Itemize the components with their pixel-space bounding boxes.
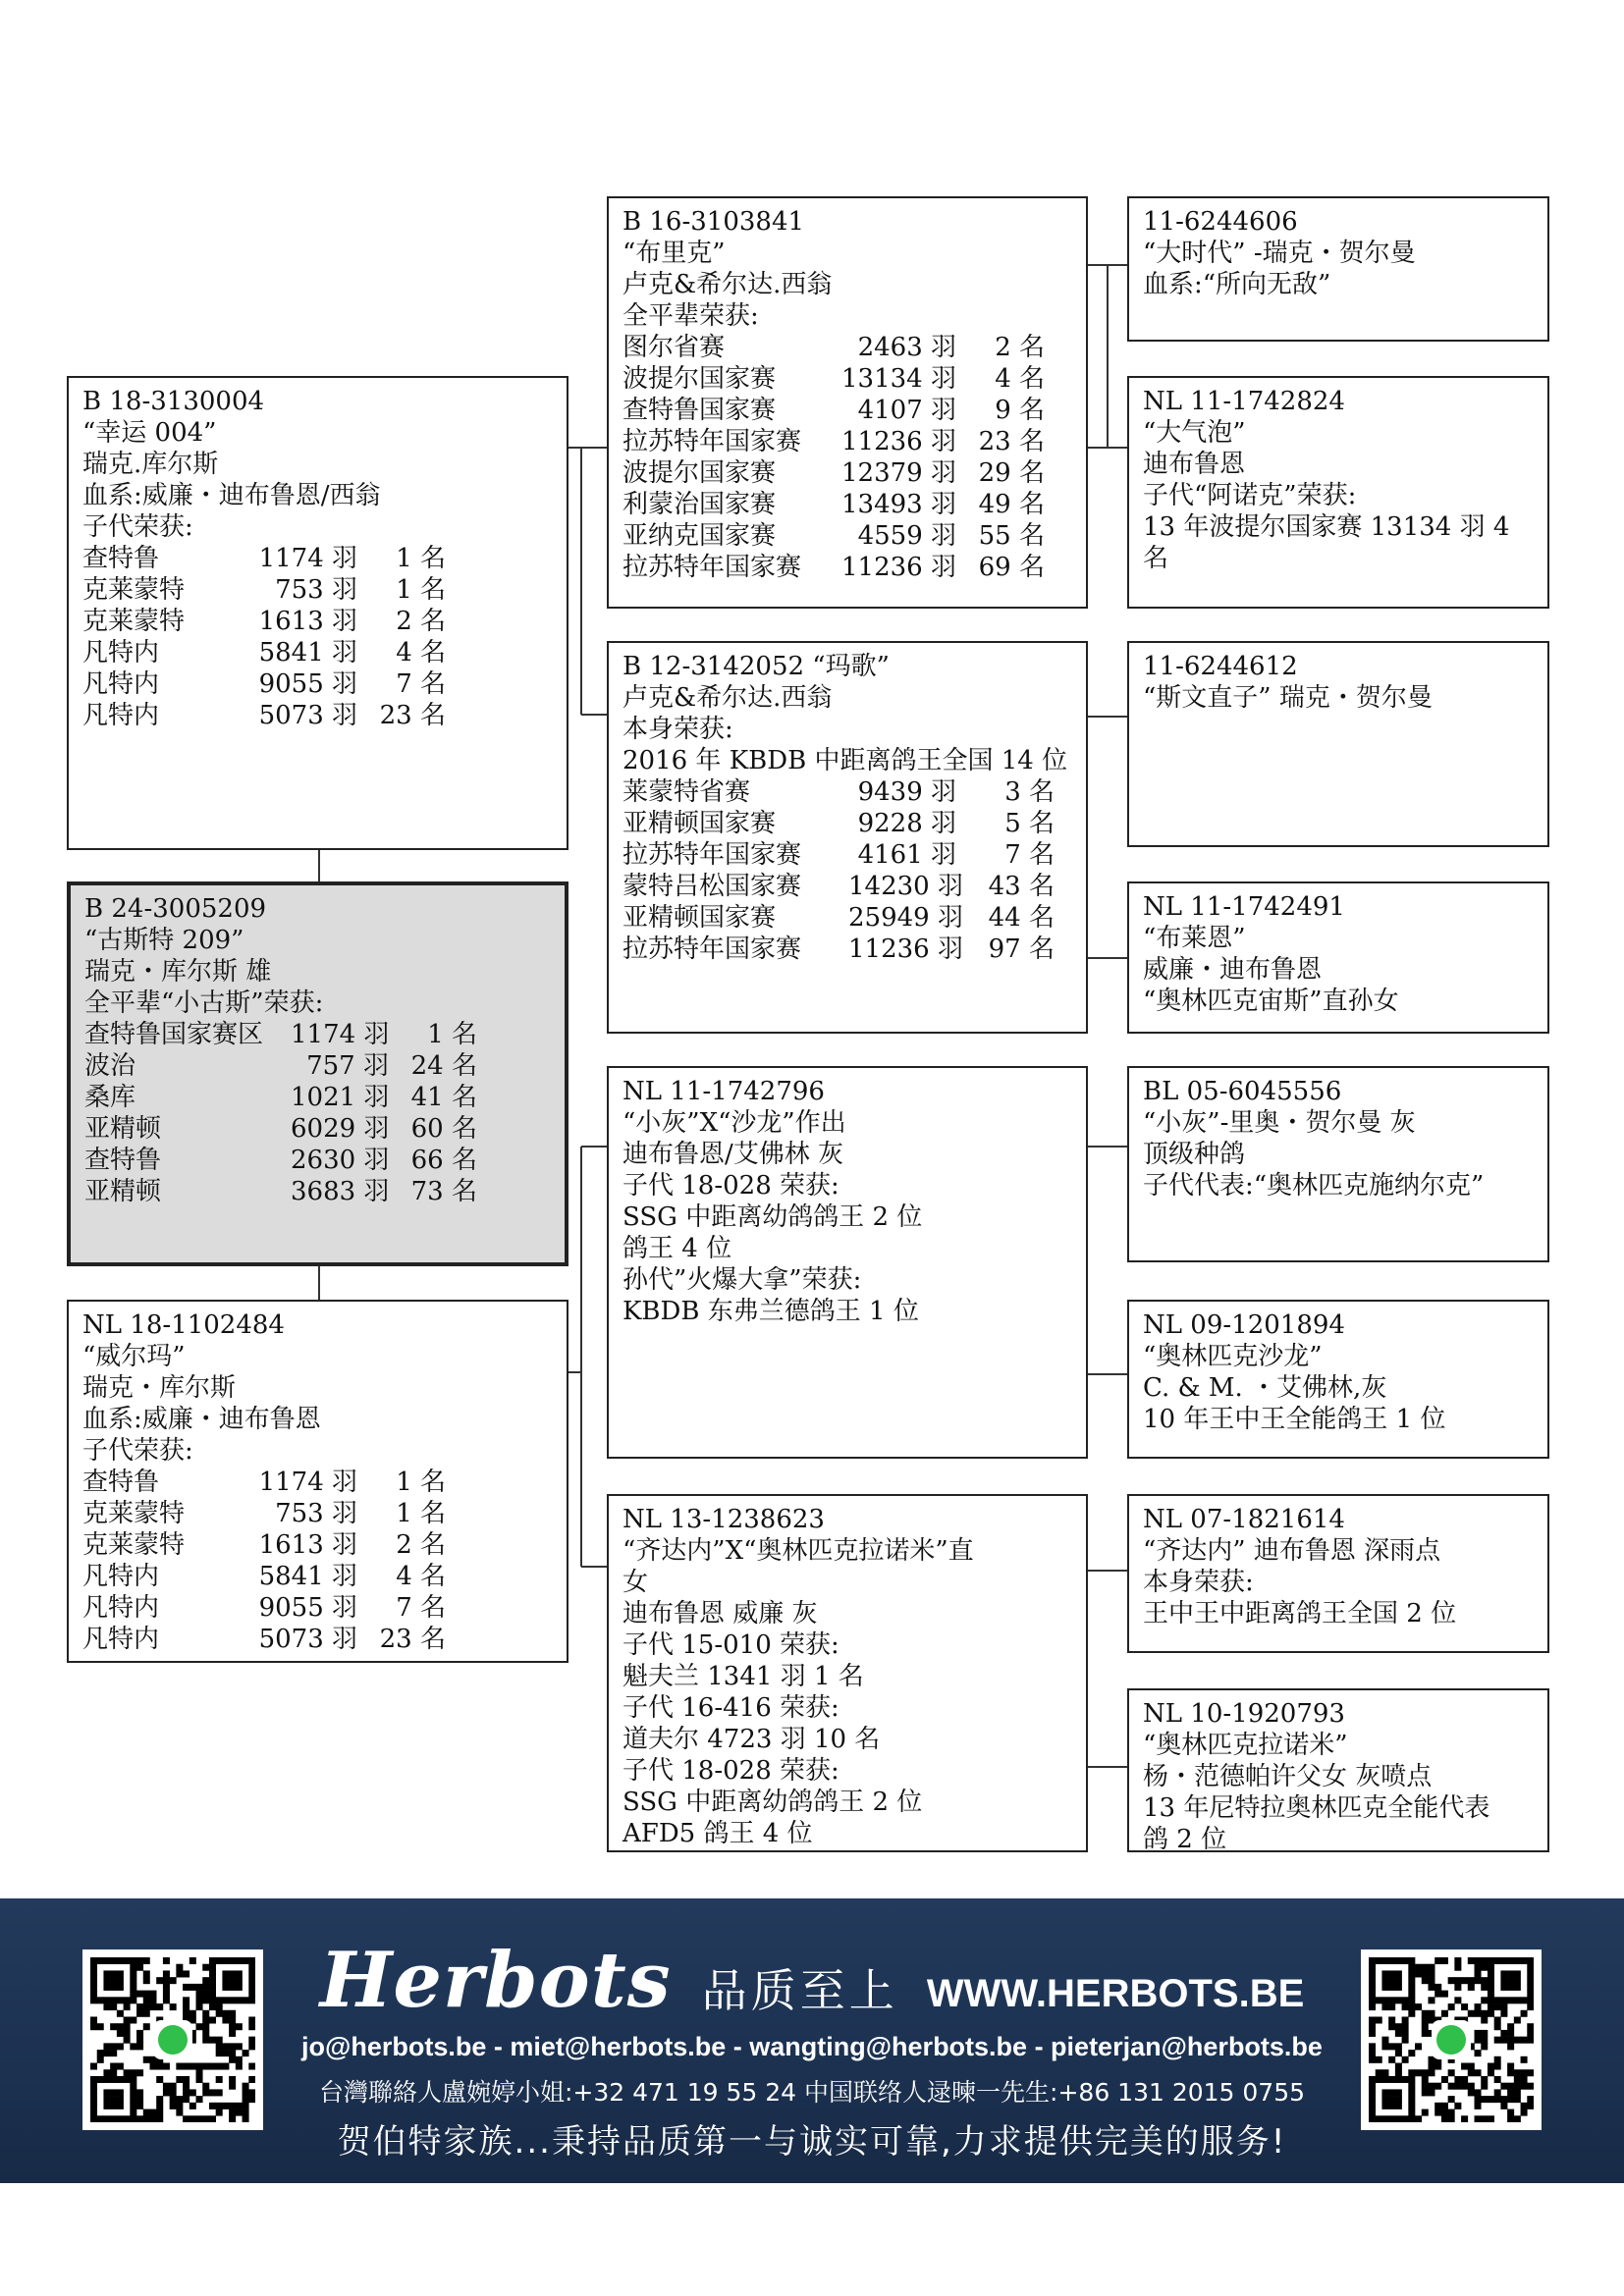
card-line: 子代 18-028 荣获: [623, 1756, 839, 1786]
card-line: 全平辈荣获: [623, 301, 759, 331]
sire-sire-dam-card [1127, 376, 1549, 609]
card-line: B 18-3130004 [82, 387, 265, 416]
result-place: 7 名 [1004, 840, 1055, 870]
card-line: 2016 年 KBDB 中距离鸽王全国 14 位 [623, 746, 1068, 775]
result-row [623, 520, 1072, 552]
result-row [82, 1498, 553, 1529]
result-place: 2 名 [396, 1530, 446, 1560]
result-row [84, 1050, 551, 1082]
result-place: 49 名 [978, 490, 1045, 519]
result-place: 9 名 [995, 396, 1045, 425]
result-race: 克莱蒙特 [82, 1530, 186, 1560]
result-race: 查特鲁 [84, 1146, 162, 1175]
result-birds: 753 羽 [275, 1499, 357, 1528]
subject-card [67, 881, 568, 1266]
card-line: NL 11-1742491 [1143, 892, 1345, 922]
result-race: 亚纳克国家赛 [623, 521, 777, 551]
card-line: 道夫尔 4723 羽 10 名 [623, 1725, 881, 1754]
result-race: 克莱蒙特 [82, 575, 186, 605]
card-line: “大时代” -瑞克・贺尔曼 [1143, 239, 1416, 268]
result-birds: 753 羽 [275, 575, 357, 605]
dam-dam-dam-card [1127, 1688, 1549, 1852]
card-line: NL 11-1742796 [623, 1077, 825, 1106]
card-line: BL 05-6045556 [1143, 1077, 1342, 1106]
result-race: 拉苏特年国家赛 [623, 840, 802, 870]
dam-sire-sire-card [1127, 1066, 1549, 1262]
result-row [623, 489, 1072, 520]
result-birds: 13493 羽 [841, 490, 956, 519]
result-row [623, 552, 1072, 583]
result-race: 莱蒙特省赛 [623, 777, 751, 807]
result-row [82, 574, 553, 606]
result-birds: 11236 羽 [841, 427, 956, 456]
card-line: “奥林匹克宙斯”直孙女 [1143, 987, 1399, 1016]
card-line: 血系:威廉・迪布鲁恩/西翁 [82, 481, 381, 510]
card-line: “齐达内” 迪布鲁恩 深雨点 [1143, 1536, 1441, 1566]
result-row [623, 808, 1072, 839]
result-row [623, 871, 1072, 902]
card-line: 10 年王中王全能鸽王 1 位 [1143, 1405, 1446, 1434]
result-race: 亚精顿国家赛 [623, 903, 777, 933]
sire-sire-sire-card [1127, 196, 1549, 342]
card-line: B 12-3142052 “玛歌” [623, 652, 890, 681]
result-birds: 1174 羽 [258, 1468, 357, 1497]
result-place: 69 名 [978, 553, 1045, 582]
result-place: 73 名 [410, 1177, 477, 1206]
result-birds: 1613 羽 [258, 1530, 357, 1560]
result-row [82, 1529, 553, 1561]
result-row [82, 1467, 553, 1498]
card-line: 鸽王 4 位 [623, 1234, 732, 1263]
card-line: “小灰”X“沙龙”作出 [623, 1108, 846, 1138]
result-race: 凡特内 [82, 701, 160, 730]
result-place: 4 名 [995, 364, 1045, 394]
card-line: 瑞克・库尔斯 [82, 1373, 237, 1403]
result-place: 44 名 [988, 903, 1055, 933]
result-race: 克莱蒙特 [82, 607, 186, 636]
card-line: 瑞克・库尔斯 雄 [84, 957, 272, 987]
email-list[interactable]: jo@herbots.be - miet@herbots.be - wangting@herbots.be - pieterjan@herbots.be [301, 2032, 1323, 2061]
card-line: NL 13-1238623 [623, 1505, 825, 1534]
card-line: 血系:“所向无敌” [1143, 270, 1331, 299]
result-race: 凡特内 [82, 1562, 160, 1591]
card-line: B 24-3005209 [84, 894, 267, 924]
card-line: 本身荣获: [1143, 1568, 1254, 1597]
herbots-logo: Herbots [319, 1936, 672, 2025]
card-line: AFD5 鸽王 4 位 [623, 1819, 813, 1848]
result-race: 凡特内 [82, 1593, 160, 1623]
result-birds: 4559 羽 [857, 521, 956, 551]
card-line: 13 年波提尔国家赛 13134 羽 4 [1143, 512, 1510, 542]
result-row [82, 1561, 553, 1592]
result-race: 蒙特吕松国家赛 [623, 872, 802, 901]
result-race: 拉苏特年国家赛 [623, 934, 802, 964]
result-birds: 1174 羽 [258, 544, 357, 573]
card-line: 子代“阿诺克”荣获: [1143, 481, 1357, 510]
result-row [623, 332, 1072, 363]
card-line: NL 18-1102484 [82, 1310, 285, 1340]
card-line: 瑞克.库尔斯 [82, 450, 219, 479]
result-race: 亚精顿 [84, 1177, 162, 1206]
card-line: 威廉・迪布鲁恩 [1143, 955, 1323, 985]
contact-info: 台灣聯絡人盧婉婷小姐:+32 471 19 55 24 中国联络人逯暕一先生:+86 131 2015 0755 [318, 2078, 1306, 2107]
result-birds: 11236 羽 [848, 934, 963, 964]
result-race: 波提尔国家赛 [623, 458, 777, 488]
result-row [84, 1019, 551, 1050]
card-line: “小灰”-里奥・贺尔曼 灰 [1143, 1108, 1416, 1138]
result-birds: 5841 羽 [258, 1562, 357, 1591]
result-place: 66 名 [410, 1146, 477, 1175]
result-row [623, 934, 1072, 965]
result-race: 波治 [84, 1051, 136, 1081]
result-race: 克莱蒙特 [82, 1499, 186, 1528]
card-line: NL 07-1821614 [1143, 1505, 1345, 1534]
result-row [82, 606, 553, 637]
result-birds: 9439 羽 [857, 777, 956, 807]
result-birds: 1613 羽 [258, 607, 357, 636]
result-row [623, 395, 1072, 426]
dam-sire-card [607, 1066, 1088, 1459]
card-line: “威尔玛” [82, 1342, 186, 1371]
result-place: 5 名 [1004, 809, 1055, 838]
result-row [623, 839, 1072, 871]
result-birds: 13134 羽 [841, 364, 956, 394]
card-line: KBDB 东弗兰德鸽王 1 位 [623, 1297, 919, 1326]
result-birds: 1174 羽 [291, 1020, 390, 1049]
result-race: 利蒙治国家赛 [623, 490, 777, 519]
result-row [82, 668, 553, 700]
result-place: 1 名 [396, 575, 446, 605]
card-line: 全平辈“小古斯”荣获: [84, 988, 324, 1018]
result-row [623, 457, 1072, 489]
card-line: NL 09-1201894 [1143, 1310, 1345, 1340]
card-line: 迪布鲁恩/艾佛林 灰 [623, 1140, 844, 1169]
result-race: 亚精顿国家赛 [623, 809, 777, 838]
result-race: 查特鲁国家赛区 [84, 1020, 264, 1049]
result-birds: 9055 羽 [258, 1593, 357, 1623]
result-row [623, 776, 1072, 808]
dam-sire-dam-card [1127, 1300, 1549, 1459]
result-row [82, 1592, 553, 1624]
result-race: 拉苏特年国家赛 [623, 427, 802, 456]
result-place: 97 名 [988, 934, 1055, 964]
result-race: 拉苏特年国家赛 [623, 553, 802, 582]
card-line: 顶级种鸽 [1143, 1140, 1246, 1169]
result-birds: 3683 羽 [291, 1177, 390, 1206]
result-race: 图尔省赛 [623, 333, 726, 362]
card-line: “古斯特 209” [84, 926, 244, 955]
result-place: 23 名 [978, 427, 1045, 456]
result-birds: 1021 羽 [291, 1083, 390, 1112]
card-line: “奥林匹克拉诺米” [1143, 1731, 1348, 1760]
card-line: 子代代表:“奥林匹克施纳尔克” [1143, 1171, 1485, 1201]
result-race: 查特鲁国家赛 [623, 396, 777, 425]
result-row [623, 363, 1072, 395]
result-row [84, 1145, 551, 1176]
result-race: 波提尔国家赛 [623, 364, 777, 394]
result-row [84, 1176, 551, 1207]
card-line: 13 年尼特拉奥林匹克全能代表 [1143, 1793, 1490, 1823]
result-race: 桑库 [84, 1083, 136, 1112]
card-line: 鸽 2 位 [1143, 1825, 1227, 1852]
result-birds: 4107 羽 [857, 396, 956, 425]
card-line: “奥林匹克沙龙” [1143, 1342, 1323, 1371]
result-row [82, 543, 553, 574]
result-race: 凡特内 [82, 669, 160, 699]
result-row [82, 1624, 553, 1655]
result-birds: 9228 羽 [857, 809, 956, 838]
result-place: 7 名 [396, 669, 446, 699]
result-place: 2 名 [396, 607, 446, 636]
card-line: B 16-3103841 [623, 207, 805, 237]
card-line: 卢克&希尔达.西翁 [623, 270, 833, 299]
card-line: NL 11-1742824 [1143, 387, 1345, 416]
result-place: 55 名 [978, 521, 1045, 551]
sire-sire-card [607, 196, 1088, 609]
tagline: 贺伯特家族...秉持品质第一与诚实可靠,力求提供完美的服务! [337, 2122, 1287, 2162]
result-place: 41 名 [410, 1083, 477, 1112]
card-line: 子代荣获: [82, 1436, 193, 1466]
result-place: 2 名 [995, 333, 1045, 362]
result-place: 23 名 [379, 1625, 446, 1654]
sire-dam-card [607, 641, 1088, 1034]
slogan: 品质至上 [701, 1964, 898, 2017]
website-link[interactable]: WWW.HERBOTS.BE [926, 1972, 1305, 2015]
sire-dam-dam-card [1127, 881, 1549, 1034]
footer-banner [0, 1898, 1624, 2183]
result-birds: 4161 羽 [857, 840, 956, 870]
result-birds: 2630 羽 [291, 1146, 390, 1175]
card-line: 本身荣获: [623, 715, 733, 744]
brand-row [0, 1936, 1624, 2025]
card-line: 血系:威廉・迪布鲁恩 [82, 1405, 321, 1434]
card-line: 王中王中距离鸽王全国 2 位 [1143, 1599, 1457, 1629]
result-birds: 6029 羽 [291, 1114, 390, 1144]
result-row [623, 426, 1072, 457]
result-birds: 11236 羽 [841, 553, 956, 582]
result-birds: 757 羽 [306, 1051, 389, 1081]
result-place: 1 名 [396, 1499, 446, 1528]
card-line: 子代 18-028 荣获: [623, 1171, 839, 1201]
card-line: 子代 15-010 荣获: [623, 1630, 839, 1660]
result-race: 凡特内 [82, 638, 160, 667]
card-line: 11-6244612 [1143, 652, 1298, 681]
result-race: 查特鲁 [82, 544, 160, 573]
sire-card [67, 376, 568, 850]
card-line: “布里克” [623, 239, 726, 268]
card-line: 迪布鲁恩 威廉 灰 [623, 1599, 818, 1629]
dam-dam-sire-card [1127, 1494, 1549, 1653]
card-line: 卢克&希尔达.西翁 [623, 683, 833, 713]
result-row [84, 1113, 551, 1145]
card-line: SSG 中距离幼鸽鸽王 2 位 [623, 1202, 923, 1232]
result-place: 4 名 [396, 1562, 446, 1591]
card-line: 名 [1143, 544, 1169, 573]
card-line: 魁夫兰 1341 羽 1 名 [623, 1662, 864, 1691]
result-place: 29 名 [978, 458, 1045, 488]
result-race: 亚精顿 [84, 1114, 162, 1144]
result-birds: 14230 羽 [848, 872, 963, 901]
result-row [84, 1082, 551, 1113]
result-place: 1 名 [427, 1020, 477, 1049]
result-row [623, 902, 1072, 934]
card-line: “齐达内”X“奥林匹克拉诺米”直 [623, 1536, 974, 1566]
result-row [82, 700, 553, 731]
card-line: “幸运 004” [82, 418, 217, 448]
result-birds: 9055 羽 [258, 669, 357, 699]
card-line: 11-6244606 [1143, 207, 1298, 237]
result-birds: 2463 羽 [857, 333, 956, 362]
dam-card [67, 1300, 568, 1663]
result-birds: 5073 羽 [258, 701, 357, 730]
card-line: 孙代”火爆大拿”荣获: [623, 1265, 862, 1295]
card-line: 子代荣获: [82, 512, 193, 542]
card-line: NL 10-1920793 [1143, 1699, 1345, 1729]
card-line: 迪布鲁恩 [1143, 450, 1246, 479]
result-birds: 5841 羽 [258, 638, 357, 667]
card-line: 女 [623, 1568, 649, 1597]
result-birds: 5073 羽 [258, 1625, 357, 1654]
result-place: 60 名 [410, 1114, 477, 1144]
result-place: 23 名 [379, 701, 446, 730]
result-place: 1 名 [396, 544, 446, 573]
card-line: “斯文直子” 瑞克・贺尔曼 [1143, 683, 1433, 713]
result-race: 查特鲁 [82, 1468, 160, 1497]
card-line: “布莱恩” [1143, 924, 1246, 953]
result-race: 凡特内 [82, 1625, 160, 1654]
result-place: 3 名 [1004, 777, 1055, 807]
sire-dam-sire-card [1127, 641, 1549, 847]
result-birds: 12379 羽 [841, 458, 956, 488]
card-line: 杨・范德帕许父女 灰喷点 [1143, 1762, 1433, 1791]
result-place: 43 名 [988, 872, 1055, 901]
card-line: “大气泡” [1143, 418, 1246, 448]
result-place: 24 名 [410, 1051, 477, 1081]
dam-dam-card [607, 1494, 1088, 1852]
result-place: 4 名 [396, 638, 446, 667]
result-place: 1 名 [396, 1468, 446, 1497]
result-place: 7 名 [396, 1593, 446, 1623]
card-line: SSG 中距离幼鸽鸽王 2 位 [623, 1788, 923, 1817]
card-line: C. & M. ・艾佛林,灰 [1143, 1373, 1387, 1403]
card-line: 子代 16-416 荣获: [623, 1693, 839, 1723]
result-birds: 25949 羽 [848, 903, 963, 933]
result-row [82, 637, 553, 668]
